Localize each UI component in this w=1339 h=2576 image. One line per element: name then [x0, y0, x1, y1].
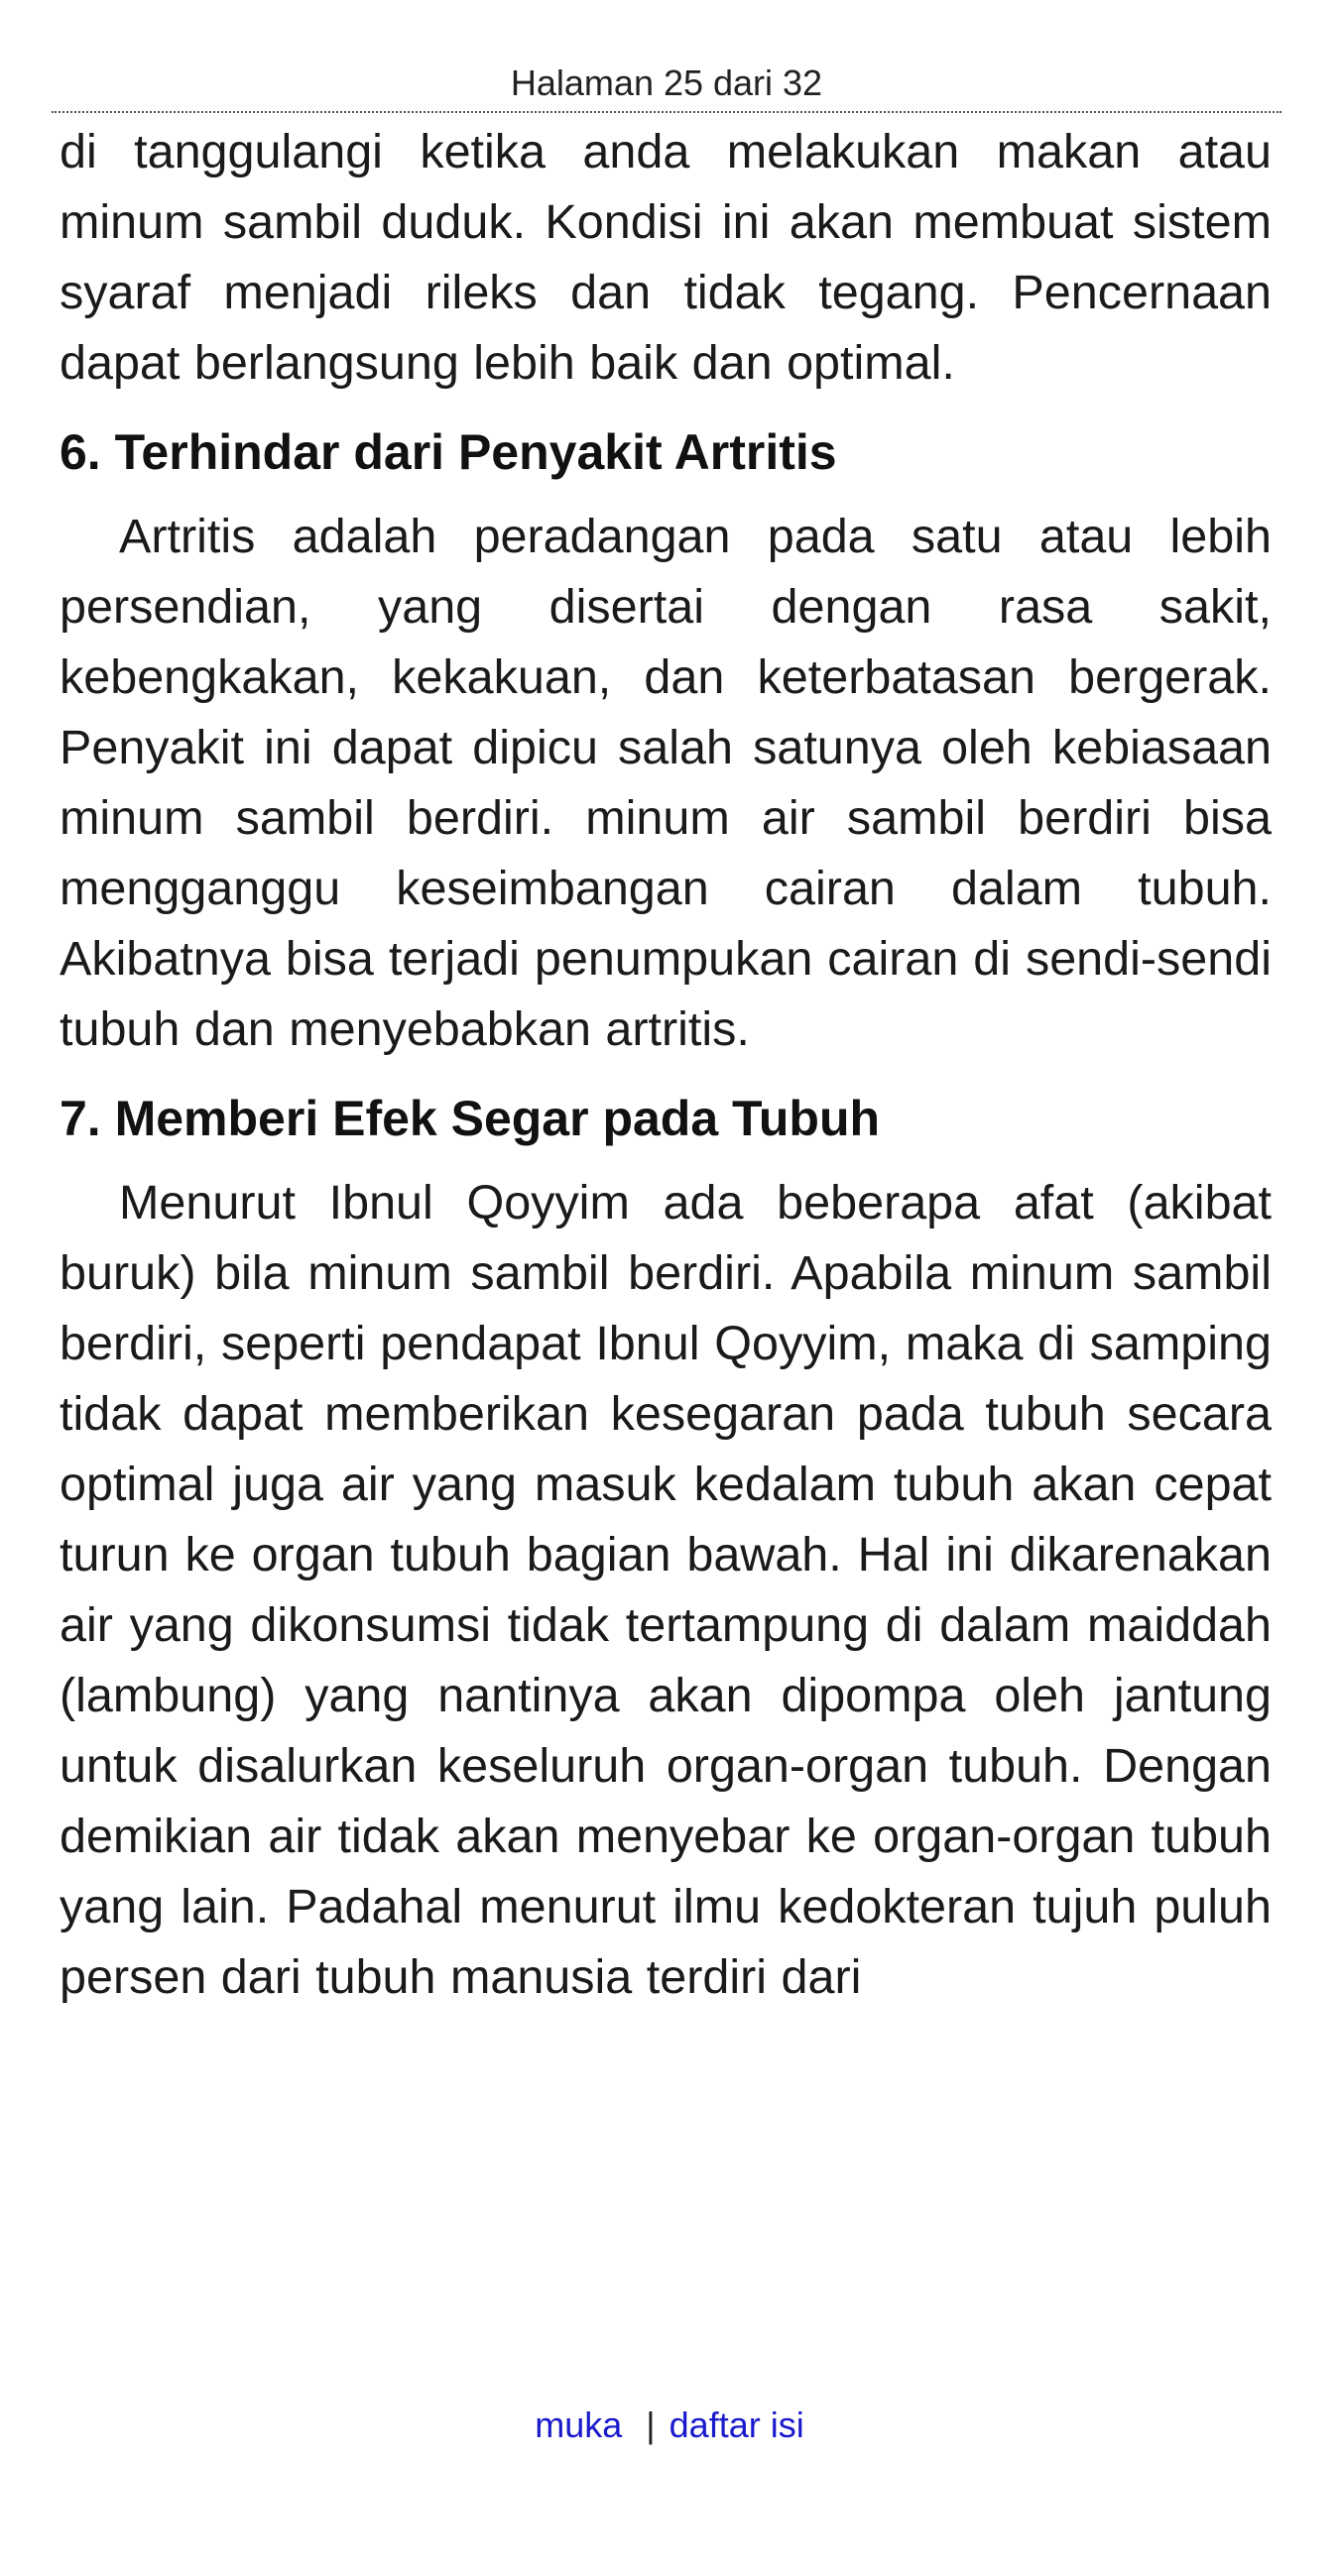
page-content: [60, 117, 1272, 2013]
section-paragraph-7: Menurut Ibnul Qoyyim ada beberapa afat (akibat buruk) bila minum sambil berdiri. Apabila minum sambil berdiri, seperti pendapat Ibnul Qoyyim, maka di samping tidak dapat memberikan kesegaran pada tubuh secara optimal juga air yang masuk kedalam tubuh akan cepat turun ke organ tubuh bagian bawah. Hal ini dikarenakan air yang dikonsumsi tidak tertampung di dalam maiddah (lambung) yang nantinya akan dipompa oleh jantung untuk disalurkan keseluruh organ-organ tubuh. Dengan demikian air tidak akan menyebar ke organ-organ tubuh yang lain. Padahal menurut ilmu kedokteran tujuh puluh persen dari tubuh manusia terdiri dari: [60, 1176, 1272, 2004]
page-footer: [0, 2401, 1339, 2449]
page-indicator: Halaman 25 dari 32: [510, 62, 823, 103]
intro-paragraph: di tanggulangi ketika anda melakukan makan atau minum sambil duduk. Kondisi ini akan membuat sistem syaraf menjadi rileks dan tidak tegang. Pencernaan dapat berlangsung lebih baik dan optimal.: [60, 125, 1272, 390]
home-link[interactable]: muka: [535, 2404, 623, 2445]
section-heading-7: 7. Memberi Efek Segar pada Tubuh: [60, 1091, 881, 1146]
page-header: [52, 59, 1281, 113]
section-heading-6: 6. Terhindar dari Penyakit Artritis: [60, 424, 837, 480]
footer-separator: |: [646, 2404, 656, 2445]
table-of-contents-link[interactable]: daftar isi: [669, 2404, 804, 2445]
section-paragraph-6: Artritis adalah peradangan pada satu atau lebih persendian, yang disertai dengan rasa sakit, kebengkakan, kekakuan, dan keterbatasan bergerak. Penyakit ini dapat dipicu salah satunya oleh kebiasaan minum sambil berdiri. minum air sambil berdiri bisa mengganggu keseimbangan cairan dalam tubuh. Akibatnya bisa terjadi penumpukan cairan di sendi-sendi tubuh dan menyebabkan artritis.: [60, 510, 1272, 1056]
